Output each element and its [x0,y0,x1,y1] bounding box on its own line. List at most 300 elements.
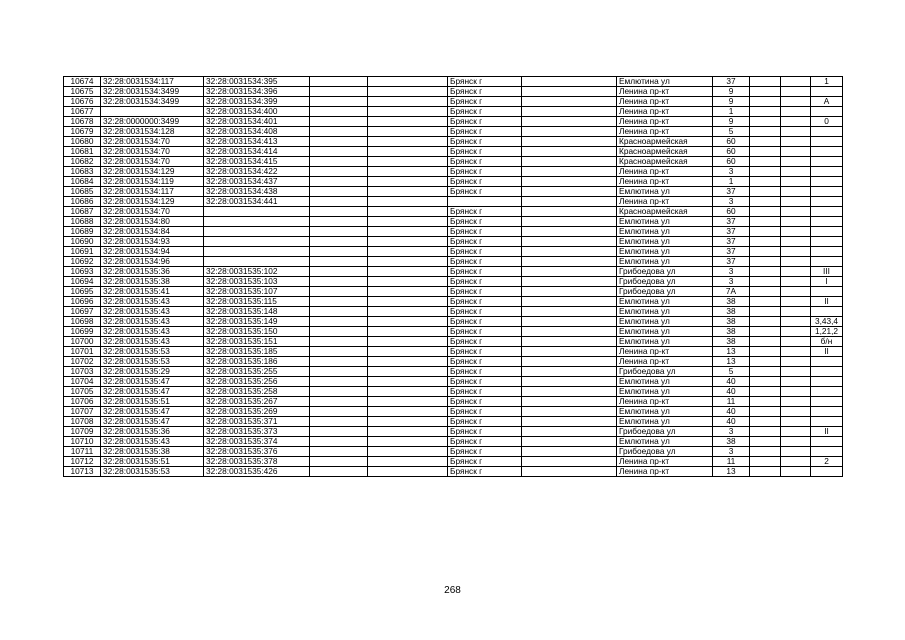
parcel-cadastral-number-cell: 32:28:0031535:29 [101,367,204,377]
field-11-cell [781,437,811,447]
house-number-cell: 38 [713,327,750,337]
house-number-cell: 60 [713,137,750,147]
field-10-cell [750,337,781,347]
field-4-cell [310,327,368,337]
city-cell: Брянск г [448,267,522,277]
field-4-cell [310,437,368,447]
object-cadastral-number-cell: 32:28:0031535:150 [204,327,310,337]
house-number-cell: 3 [713,197,750,207]
house-number-cell: 13 [713,347,750,357]
parcel-cadastral-number-cell: 32:28:0031534:70 [101,207,204,217]
row-number-cell: 10703 [64,367,101,377]
field-5-cell [368,207,448,217]
field-7-cell [522,407,617,417]
street-cell: Емлютина ул [617,307,713,317]
field-10-cell [750,197,781,207]
field-7-cell [522,127,617,137]
field-5-cell [368,127,448,137]
table-row [64,127,843,137]
row-number-cell: 10692 [64,257,101,267]
object-cadastral-number-cell: 32:28:0031535:374 [204,437,310,447]
field-11-cell [781,257,811,267]
building-letter-cell: III [811,267,843,277]
field-7-cell [522,187,617,197]
field-7-cell [522,307,617,317]
field-5-cell [368,407,448,417]
city-cell: Брянск г [448,87,522,97]
building-letter-cell [811,357,843,367]
building-letter-cell [811,407,843,417]
building-letter-cell: 3,43,4 [811,317,843,327]
city-cell: Брянск г [448,127,522,137]
city-cell: Брянск г [448,337,522,347]
row-number-cell: 10687 [64,207,101,217]
field-11-cell [781,207,811,217]
row-number-cell: 10702 [64,357,101,367]
row-number-cell: 10677 [64,107,101,117]
city-cell: Брянск г [448,117,522,127]
parcel-cadastral-number-cell: 32:28:0031535:47 [101,377,204,387]
field-4-cell [310,237,368,247]
parcel-cadastral-number-cell: 32:28:0031534:84 [101,227,204,237]
field-7-cell [522,357,617,367]
building-letter-cell [811,447,843,457]
table-row [64,77,843,87]
field-7-cell [522,77,617,87]
field-4-cell [310,357,368,367]
field-4-cell [310,317,368,327]
building-letter-cell: I [811,277,843,287]
field-7-cell [522,297,617,307]
field-4-cell [310,277,368,287]
row-number-cell: 10701 [64,347,101,357]
field-4-cell [310,77,368,87]
house-number-cell: 60 [713,207,750,217]
table-row [64,387,843,397]
table-row [64,217,843,227]
parcel-cadastral-number-cell: 32:28:0031535:43 [101,307,204,317]
building-letter-cell [811,367,843,377]
field-7-cell [522,227,617,237]
registry-table [63,76,843,477]
object-cadastral-number-cell: 32:28:0031535:267 [204,397,310,407]
field-7-cell [522,87,617,97]
parcel-cadastral-number-cell: 32:28:0031535:47 [101,407,204,417]
parcel-cadastral-number-cell: 32:28:0031534:128 [101,127,204,137]
object-cadastral-number-cell: 32:28:0031535:376 [204,447,310,457]
parcel-cadastral-number-cell: 32:28:0031534:70 [101,147,204,157]
street-cell: Красноармейская [617,137,713,147]
building-letter-cell [811,257,843,267]
field-10-cell [750,237,781,247]
row-number-cell: 10679 [64,127,101,137]
house-number-cell: 5 [713,367,750,377]
city-cell: Брянск г [448,247,522,257]
field-4-cell [310,427,368,437]
building-letter-cell [811,167,843,177]
street-cell: Грибоедова ул [617,287,713,297]
building-letter-cell [811,187,843,197]
parcel-cadastral-number-cell: 32:28:0031534:96 [101,257,204,267]
field-11-cell [781,87,811,97]
field-11-cell [781,137,811,147]
field-4-cell [310,97,368,107]
field-5-cell [368,157,448,167]
object-cadastral-number-cell: 32:28:0031535:102 [204,267,310,277]
house-number-cell: 11 [713,457,750,467]
object-cadastral-number-cell [204,257,310,267]
table-row [64,247,843,257]
field-5-cell [368,247,448,257]
building-letter-cell [811,397,843,407]
field-5-cell [368,177,448,187]
building-letter-cell: 0 [811,117,843,127]
row-number-cell: 10678 [64,117,101,127]
table-row [64,187,843,197]
street-cell: Емлютина ул [617,327,713,337]
street-cell: Емлютина ул [617,437,713,447]
street-cell: Ленина пр-кт [617,117,713,127]
table-row [64,327,843,337]
parcel-cadastral-number-cell: 32:28:0031534:80 [101,217,204,227]
city-cell: Брянск г [448,77,522,87]
field-7-cell [522,147,617,157]
street-cell: Ленина пр-кт [617,457,713,467]
parcel-cadastral-number-cell: 32:28:0031535:41 [101,287,204,297]
field-4-cell [310,177,368,187]
building-letter-cell [811,137,843,147]
field-10-cell [750,367,781,377]
field-4-cell [310,377,368,387]
building-letter-cell [811,417,843,427]
field-7-cell [522,377,617,387]
house-number-cell: 60 [713,147,750,157]
parcel-cadastral-number-cell [101,107,204,117]
field-7-cell [522,287,617,297]
city-cell: Брянск г [448,147,522,157]
house-number-cell: 3 [713,427,750,437]
object-cadastral-number-cell: 32:28:0031535:269 [204,407,310,417]
city-cell: Брянск г [448,357,522,367]
field-4-cell [310,167,368,177]
field-5-cell [368,277,448,287]
building-letter-cell [811,467,843,477]
table-row [64,357,843,367]
house-number-cell: 37 [713,77,750,87]
field-7-cell [522,257,617,267]
field-5-cell [368,307,448,317]
row-number-cell: 10697 [64,307,101,317]
table-row [64,347,843,357]
row-number-cell: 10700 [64,337,101,347]
street-cell: Ленина пр-кт [617,127,713,137]
street-cell: Емлютина ул [617,237,713,247]
field-5-cell [368,77,448,87]
house-number-cell: 9 [713,87,750,97]
object-cadastral-number-cell [204,247,310,257]
field-5-cell [368,197,448,207]
row-number-cell: 10698 [64,317,101,327]
house-number-cell: 9 [713,117,750,127]
field-5-cell [368,217,448,227]
city-cell: Брянск г [448,437,522,447]
house-number-cell: 13 [713,357,750,367]
house-number-cell: 37 [713,227,750,237]
field-7-cell [522,277,617,287]
field-4-cell [310,347,368,357]
row-number-cell: 10704 [64,377,101,387]
object-cadastral-number-cell: 32:28:0031535:103 [204,277,310,287]
city-cell: Брянск г [448,447,522,457]
house-number-cell: 38 [713,297,750,307]
parcel-cadastral-number-cell: 32:28:0031535:53 [101,467,204,477]
object-cadastral-number-cell: 32:28:0031535:373 [204,427,310,437]
field-4-cell [310,217,368,227]
city-cell: Брянск г [448,137,522,147]
row-number-cell: 10694 [64,277,101,287]
parcel-cadastral-number-cell: 32:28:0031535:51 [101,397,204,407]
field-11-cell [781,367,811,377]
table-row [64,407,843,417]
field-7-cell [522,447,617,457]
building-letter-cell: 2 [811,457,843,467]
object-cadastral-number-cell: 32:28:0031535:256 [204,377,310,387]
field-11-cell [781,377,811,387]
street-cell: Ленина пр-кт [617,87,713,97]
field-7-cell [522,467,617,477]
parcel-cadastral-number-cell: 32:28:0031535:38 [101,447,204,457]
field-10-cell [750,407,781,417]
row-number-cell: 10699 [64,327,101,337]
field-7-cell [522,337,617,347]
table-row [64,157,843,167]
row-number-cell: 10674 [64,77,101,87]
table-row [64,457,843,467]
field-10-cell [750,417,781,427]
object-cadastral-number-cell: 32:28:0031534:401 [204,117,310,127]
field-10-cell [750,187,781,197]
field-5-cell [368,237,448,247]
row-number-cell: 10709 [64,427,101,437]
table-row [64,297,843,307]
city-cell: Брянск г [448,167,522,177]
street-cell: Ленина пр-кт [617,197,713,207]
field-10-cell [750,137,781,147]
street-cell: Ленина пр-кт [617,347,713,357]
building-letter-cell [811,127,843,137]
field-5-cell [368,147,448,157]
building-letter-cell [811,157,843,167]
building-letter-cell [811,107,843,117]
row-number-cell: 10711 [64,447,101,457]
field-5-cell [368,367,448,377]
house-number-cell: 40 [713,387,750,397]
field-7-cell [522,117,617,127]
city-cell [448,197,522,207]
table-row [64,147,843,157]
object-cadastral-number-cell: 32:28:0031535:149 [204,317,310,327]
table-row [64,257,843,267]
field-11-cell [781,247,811,257]
street-cell: Грибоедова ул [617,427,713,437]
field-11-cell [781,107,811,117]
row-number-cell: 10708 [64,417,101,427]
city-cell: Брянск г [448,377,522,387]
parcel-cadastral-number-cell: 32:28:0031534:3499 [101,97,204,107]
row-number-cell: 10689 [64,227,101,237]
city-cell: Брянск г [448,427,522,437]
object-cadastral-number-cell [204,217,310,227]
field-11-cell [781,347,811,357]
street-cell: Емлютина ул [617,247,713,257]
row-number-cell: 10690 [64,237,101,247]
field-5-cell [368,167,448,177]
field-10-cell [750,107,781,117]
field-10-cell [750,447,781,457]
field-10-cell [750,457,781,467]
field-11-cell [781,97,811,107]
house-number-cell: 38 [713,307,750,317]
parcel-cadastral-number-cell: 32:28:0031534:94 [101,247,204,257]
registry-table-body [64,77,843,477]
street-cell: Емлютина ул [617,77,713,87]
field-10-cell [750,207,781,217]
field-10-cell [750,247,781,257]
object-cadastral-number-cell: 32:28:0031534:399 [204,97,310,107]
object-cadastral-number-cell: 32:28:0031534:438 [204,187,310,197]
field-4-cell [310,467,368,477]
row-number-cell: 10713 [64,467,101,477]
object-cadastral-number-cell: 32:28:0031534:415 [204,157,310,167]
field-4-cell [310,447,368,457]
field-10-cell [750,277,781,287]
table-row [64,337,843,347]
house-number-cell: 11 [713,397,750,407]
field-4-cell [310,127,368,137]
city-cell: Брянск г [448,307,522,317]
parcel-cadastral-number-cell: 32:28:0000000:3499 [101,117,204,127]
building-letter-cell [811,197,843,207]
table-row [64,137,843,147]
field-4-cell [310,287,368,297]
field-10-cell [750,437,781,447]
parcel-cadastral-number-cell: 32:28:0031534:70 [101,157,204,167]
parcel-cadastral-number-cell: 32:28:0031535:36 [101,267,204,277]
field-7-cell [522,457,617,467]
field-4-cell [310,187,368,197]
parcel-cadastral-number-cell: 32:28:0031534:129 [101,167,204,177]
field-5-cell [368,117,448,127]
field-4-cell [310,457,368,467]
row-number-cell: 10675 [64,87,101,97]
field-11-cell [781,197,811,207]
object-cadastral-number-cell [204,227,310,237]
building-letter-cell: 1 [811,77,843,87]
building-letter-cell: 1,21,2 [811,327,843,337]
house-number-cell: 5 [713,127,750,137]
table-row [64,107,843,117]
field-10-cell [750,217,781,227]
field-7-cell [522,397,617,407]
field-11-cell [781,457,811,467]
street-cell: Емлютина ул [617,297,713,307]
field-11-cell [781,147,811,157]
house-number-cell: 3 [713,167,750,177]
field-4-cell [310,417,368,427]
field-4-cell [310,227,368,237]
field-10-cell [750,117,781,127]
table-row [64,377,843,387]
field-10-cell [750,347,781,357]
parcel-cadastral-number-cell: 32:28:0031534:3499 [101,87,204,97]
field-10-cell [750,147,781,157]
building-letter-cell [811,307,843,317]
field-11-cell [781,157,811,167]
row-number-cell: 10688 [64,217,101,227]
field-5-cell [368,267,448,277]
building-letter-cell: II [811,297,843,307]
table-row [64,427,843,437]
field-10-cell [750,307,781,317]
parcel-cadastral-number-cell: 32:28:0031534:119 [101,177,204,187]
field-5-cell [368,337,448,347]
field-11-cell [781,227,811,237]
city-cell: Брянск г [448,287,522,297]
street-cell: Ленина пр-кт [617,177,713,187]
parcel-cadastral-number-cell: 32:28:0031535:38 [101,277,204,287]
field-4-cell [310,267,368,277]
field-4-cell [310,367,368,377]
table-row [64,447,843,457]
street-cell: Грибоедова ул [617,267,713,277]
field-5-cell [368,317,448,327]
city-cell: Брянск г [448,297,522,307]
object-cadastral-number-cell: 32:28:0031534:395 [204,77,310,87]
field-5-cell [368,287,448,297]
row-number-cell: 10710 [64,437,101,447]
field-11-cell [781,327,811,337]
field-10-cell [750,167,781,177]
field-11-cell [781,217,811,227]
city-cell: Брянск г [448,277,522,287]
object-cadastral-number-cell: 32:28:0031535:255 [204,367,310,377]
field-5-cell [368,187,448,197]
table-row [64,207,843,217]
parcel-cadastral-number-cell: 32:28:0031535:47 [101,417,204,427]
field-4-cell [310,147,368,157]
building-letter-cell [811,147,843,157]
field-10-cell [750,377,781,387]
city-cell: Брянск г [448,417,522,427]
row-number-cell: 10681 [64,147,101,157]
object-cadastral-number-cell: 32:28:0031534:408 [204,127,310,137]
object-cadastral-number-cell: 32:28:0031535:148 [204,307,310,317]
house-number-cell: 9 [713,97,750,107]
field-5-cell [368,297,448,307]
field-5-cell [368,387,448,397]
field-5-cell [368,257,448,267]
building-letter-cell [811,177,843,187]
field-11-cell [781,447,811,457]
table-row [64,167,843,177]
field-11-cell [781,357,811,367]
field-11-cell [781,417,811,427]
street-cell: Емлютина ул [617,377,713,387]
row-number-cell: 10696 [64,297,101,307]
table-row [64,417,843,427]
city-cell: Брянск г [448,347,522,357]
object-cadastral-number-cell: 32:28:0031534:413 [204,137,310,147]
